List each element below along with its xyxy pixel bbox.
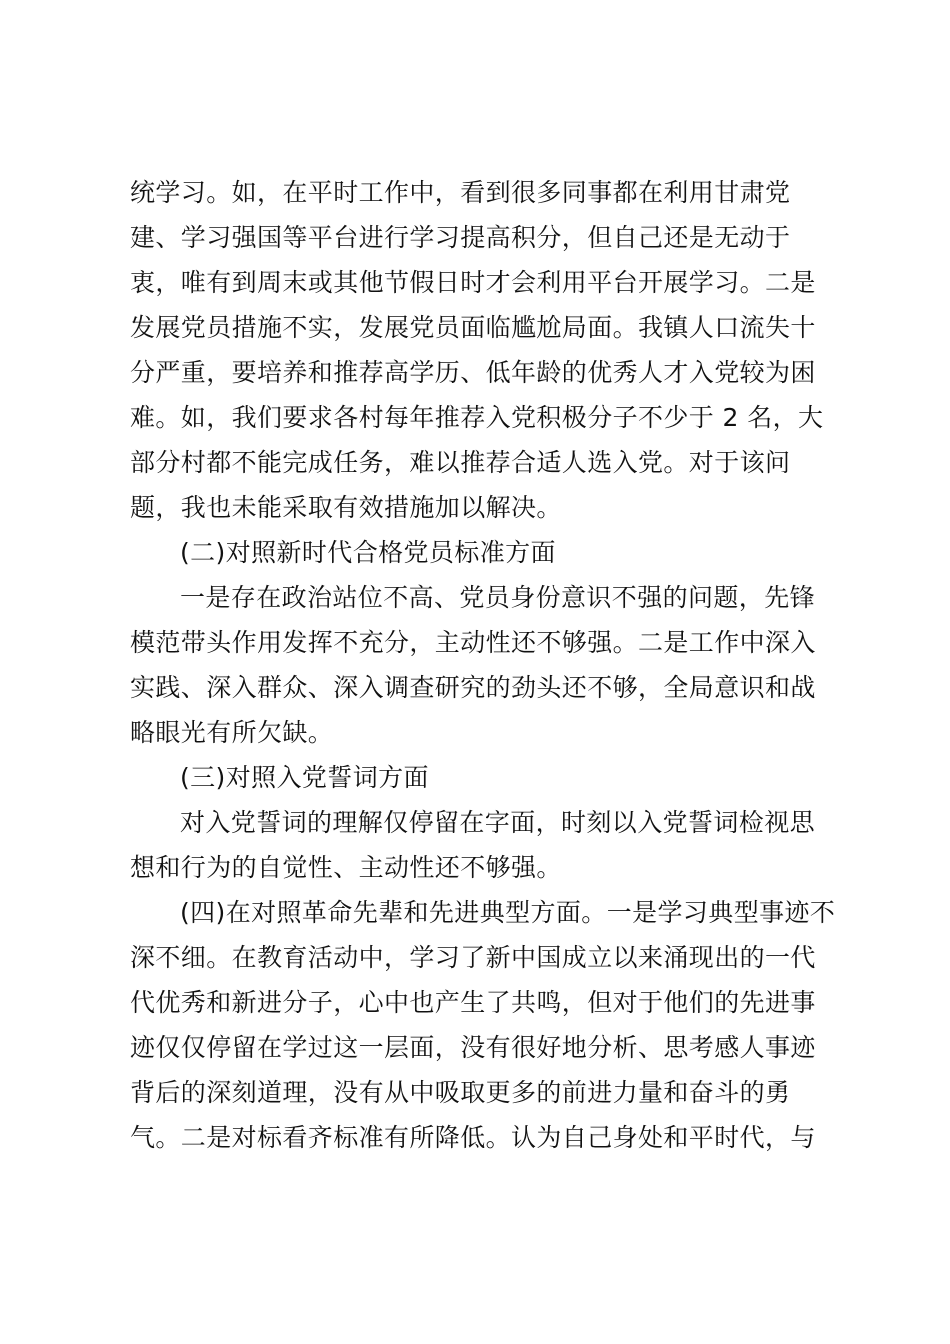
body-line: 迹仅仅停留在学过这一层面，没有很好地分析、思考感人事迹	[130, 1033, 816, 1062]
section-heading: (三)对照入党誓词方面	[180, 763, 429, 792]
body-line: 模范带头作用发挥不充分，主动性还不够强。二是工作中深入	[130, 628, 816, 657]
body-line: 背后的深刻道理，没有从中吸取更多的前进力量和奋斗的勇	[130, 1078, 791, 1107]
body-line: 部分村都不能完成任务，难以推荐合适人选入党。对于该问	[130, 448, 791, 477]
body-line: 一是存在政治站位不高、党员身份意识不强的问题，先锋	[180, 583, 816, 612]
body-line: 难。如，我们要求各村每年推荐入党积极分子不少于 2 名，大	[130, 403, 824, 432]
body-line: 想和行为的自觉性、主动性还不够强。	[130, 853, 562, 882]
body-line: 分严重，要培养和推荐高学历、低年龄的优秀人才入党较为困	[130, 358, 816, 387]
body-line: 实践、深入群众、深入调查研究的劲头还不够，全局意识和战	[130, 673, 816, 702]
section-heading: (二)对照新时代合格党员标准方面	[180, 538, 556, 567]
body-line: 发展党员措施不实，发展党员面临尴尬局面。我镇人口流失十	[130, 313, 816, 342]
body-line: 略眼光有所欠缺。	[130, 718, 334, 747]
section-heading: (四)在对照革命先辈和先进典型方面。一是学习典型事迹不	[180, 898, 836, 927]
body-line: 统学习。如，在平时工作中，看到很多同事都在利用甘肃党	[130, 178, 791, 207]
body-line: 气。二是对标看齐标准有所降低。认为自己身处和平时代，与	[130, 1123, 816, 1152]
body-line: 建、学习强国等平台进行学习提高积分，但自己还是无动于	[130, 223, 791, 252]
body-line: 代优秀和新进分子，心中也产生了共鸣，但对于他们的先进事	[130, 988, 816, 1017]
body-line: 衷，唯有到周末或其他节假日时才会利用平台开展学习。二是	[130, 268, 816, 297]
document-body	[130, 170, 836, 1160]
body-line: 对入党誓词的理解仅停留在字面，时刻以入党誓词检视思	[180, 808, 816, 837]
body-line: 题，我也未能采取有效措施加以解决。	[130, 493, 562, 522]
body-line: 深不细。在教育活动中，学习了新中国成立以来涌现出的一代	[130, 943, 816, 972]
